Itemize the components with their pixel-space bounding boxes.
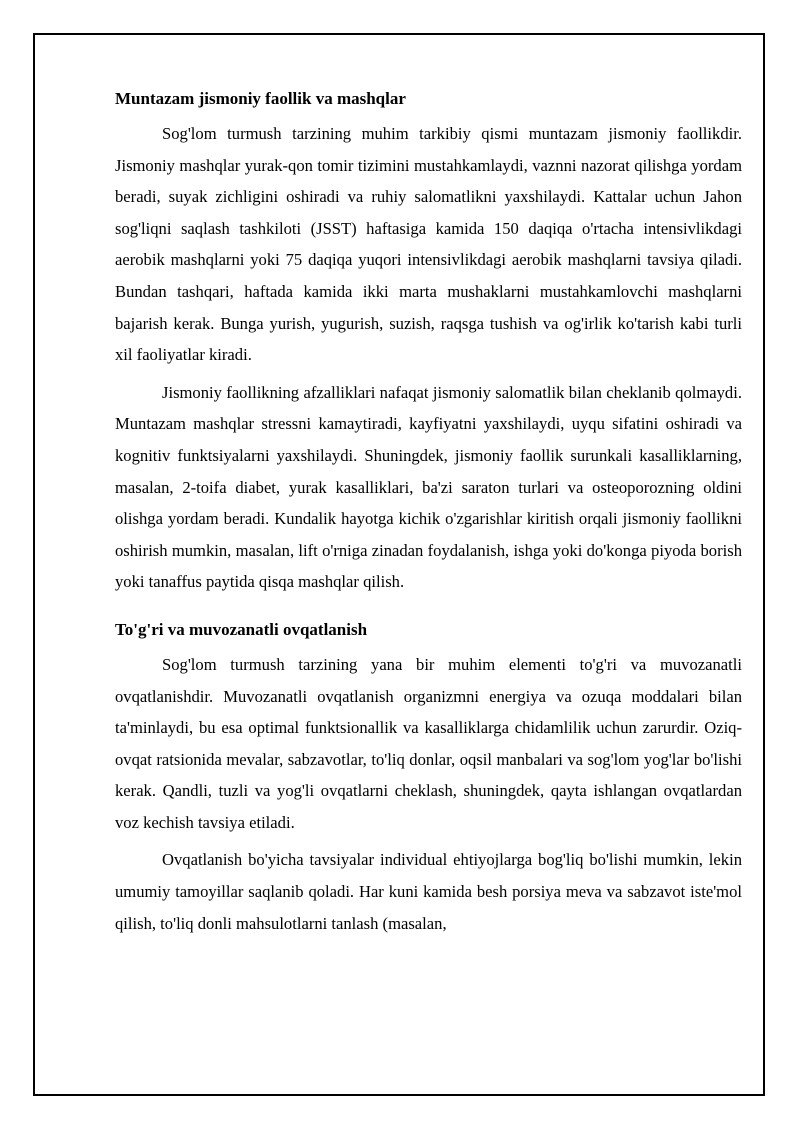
paragraph: Sog'lom turmush tarzining muhim tarkibiy qismi muntazam jismoniy faollikdir. Jismoniy mashqlar yurak-qon tomir tizimini mustahkamlaydi, vaznni nazorat qilishga yordam beradi, suyak zichligini oshiradi va ruhiy salomatlikni yaxshilaydi. Kattalar uchun Jahon sog'liqni saqlash tashkiloti (JSST) haftasiga kamida 150 daqiqa o'rtacha intensivlikdagi aerobik mashqlarni yoki 75 daqiqa yuqori intensivlikdagi aerobik mashqlarni tavsiya qiladi. Bundan tashqari, haftada kamida ikki marta mushaklarni mustahkamlovchi mashqlarni bajarish kerak. Bunga yurish, yugurish, suzish, raqsga tushish va og'irlik ko'tarish kabi turli xil faoliyatlar kiradi. — [115, 124, 742, 365]
section-heading-nutrition: To'g'ri va muvozanatli ovqatlanish — [115, 619, 368, 639]
section-heading-physical-activity: Muntazam jismoniy faollik va mashqlar — [115, 89, 406, 108]
document-body — [115, 86, 742, 945]
paragraph: Jismoniy faollikning afzalliklari nafaqat jismoniy salomatlik bilan cheklanib qolmaydi. Muntazam mashqlar stressni kamaytiradi, kayfiyatni yaxshilaydi, uyqu sifatini oshiradi va kognitiv funktsiyalarni yaxshilaydi. Shuningdek, jismoniy faollik surunkali kasalliklarning, masalan, 2-toifa diabet, yurak kasalliklari, ba'zi saraton turlari va osteoporozning oldini olishga yordam beradi. Kundalik hayotga kichik o'zgarishlar kiritish orqali jismoniy faollikni oshirish mumkin, masalan, lift o'rniga zinadan foydalanish, ishga yoki do'konga piyoda borish yoki tanaffus paytida qisqa mashqlar qilish. — [115, 382, 742, 592]
paragraph: Ovqatlanish bo'yicha tavsiyalar individual ehtiyojlarga bog'liq bo'lishi mumkin, lekin umumiy tamoyillar saqlanib qoladi. Har kuni kamida besh porsiya meva va sabzavot iste'mol qilish, to'liq donli mahsulotlarni tanlash (masalan, — [115, 850, 742, 933]
paragraph: Sog'lom turmush tarzining yana bir muhim elementi to'g'ri va muvozanatli ovqatlanishdir. Muvozanatli ovqatlanish organizmni energiya va ozuqa moddalari bilan ta'minlaydi, bu esa optimal funktsionallik va kasalliklarga chidamlilik uchun zarurdir. Oziq-ovqat ratsionida mevalar, sabzavotlar, to'liq donlar, oqsil manbalari va sog'lom yog'lar bo'lishi kerak. Qandli, tuzli va yog'li ovqatlarni cheklash, shuningdek, qayta ishlangan ovqatlardan voz kechish tavsiya etiladi. — [115, 654, 742, 832]
